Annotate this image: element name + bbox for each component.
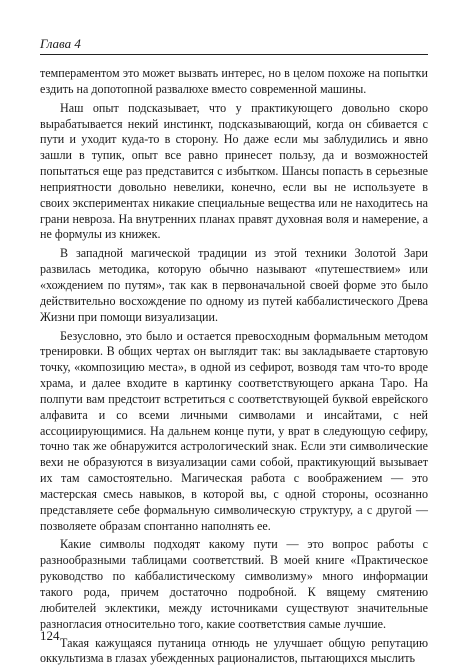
running-header [40, 36, 428, 58]
chapter-title: Глава 4 [40, 36, 81, 51]
page-number: 124 [40, 628, 60, 643]
header-rule [40, 54, 428, 55]
paragraph: В западной магической традиции из этой техники Золотой Зари развилась методика, которую обычно называют «путешествием» или «хождением по путям», так как в первоначальной своей форме это было действительно восхождение по одному из путей каббалистического Древа Жизни при помощи визуализации. [40, 246, 428, 324]
paragraph-continuation: темпераментом это может вызвать интерес, но в целом похоже на попытки ездить на допотопной развалюхе вместо современной машины. [40, 66, 428, 96]
paragraph: Такая кажущаяся путаница отнюдь не улучшает общую репутацию оккультизма в глазах убежденных рационалистов, пытающихся мыслить [40, 635, 428, 666]
body-text [40, 66, 428, 670]
paragraph: Какие символы подходят какому пути — это вопрос работы с разнообразными таблицами соответствий. В моей книге «Практическое руководство по каббалистическому символизму» много информации такого рода, причем достаточно подробной. К вящему смятению любителей эклектики, между источниками существуют значительные разногласия относительно того, какие соответствия самые лучшие. [40, 537, 428, 631]
paragraph: Наш опыт подсказывает, что у практикующего довольно скоро вырабатывается некий инстинкт, подсказывающий, когда он сбивается с пути и уходит куда-то в сторону. Но даже если мы заблудились и явно зашли в тупик, опыт все равно принесет пользу, да и возможностей попытаться еще раз представится с избытком. Шансы попасть в серьезные неприятности довольно невелики, конечно, если вы не используете в своих экспериментах никакие специальные вещества или не находитесь на грани невроза. На внутренних планах правят духовная воля и намерение, а не формулы из книжек. [40, 100, 428, 242]
paragraph: Безусловно, это было и остается превосходным формальным методом тренировки. В общих чертах он выглядит так: вы закладываете стартовую точку, «композицию места», в одной из сефирот, возводя там что-то вроде храма, и далее входите в картинку соответствующего аркана Таро. На полпути вам предстоит встретиться с соответствующей буквой еврейского алфавита и со всеми личными символами и инсайтами, с ней ассоциирующимися. На дальнем конце пути, у врат в следующую сефиру, точно так же обнаружится астрологический знак. Если эти символические вехи не образуются в визуализации сами собой, практикующий вызывает их там самостоятельно. Магическая работа с воображением — это мастерская смесь навыков, в которой вы, с одной стороны, осознанно представляете себе формальную символическую структуру, а с другой — позволяете образам спонтанно наполнять ее. [40, 328, 428, 533]
